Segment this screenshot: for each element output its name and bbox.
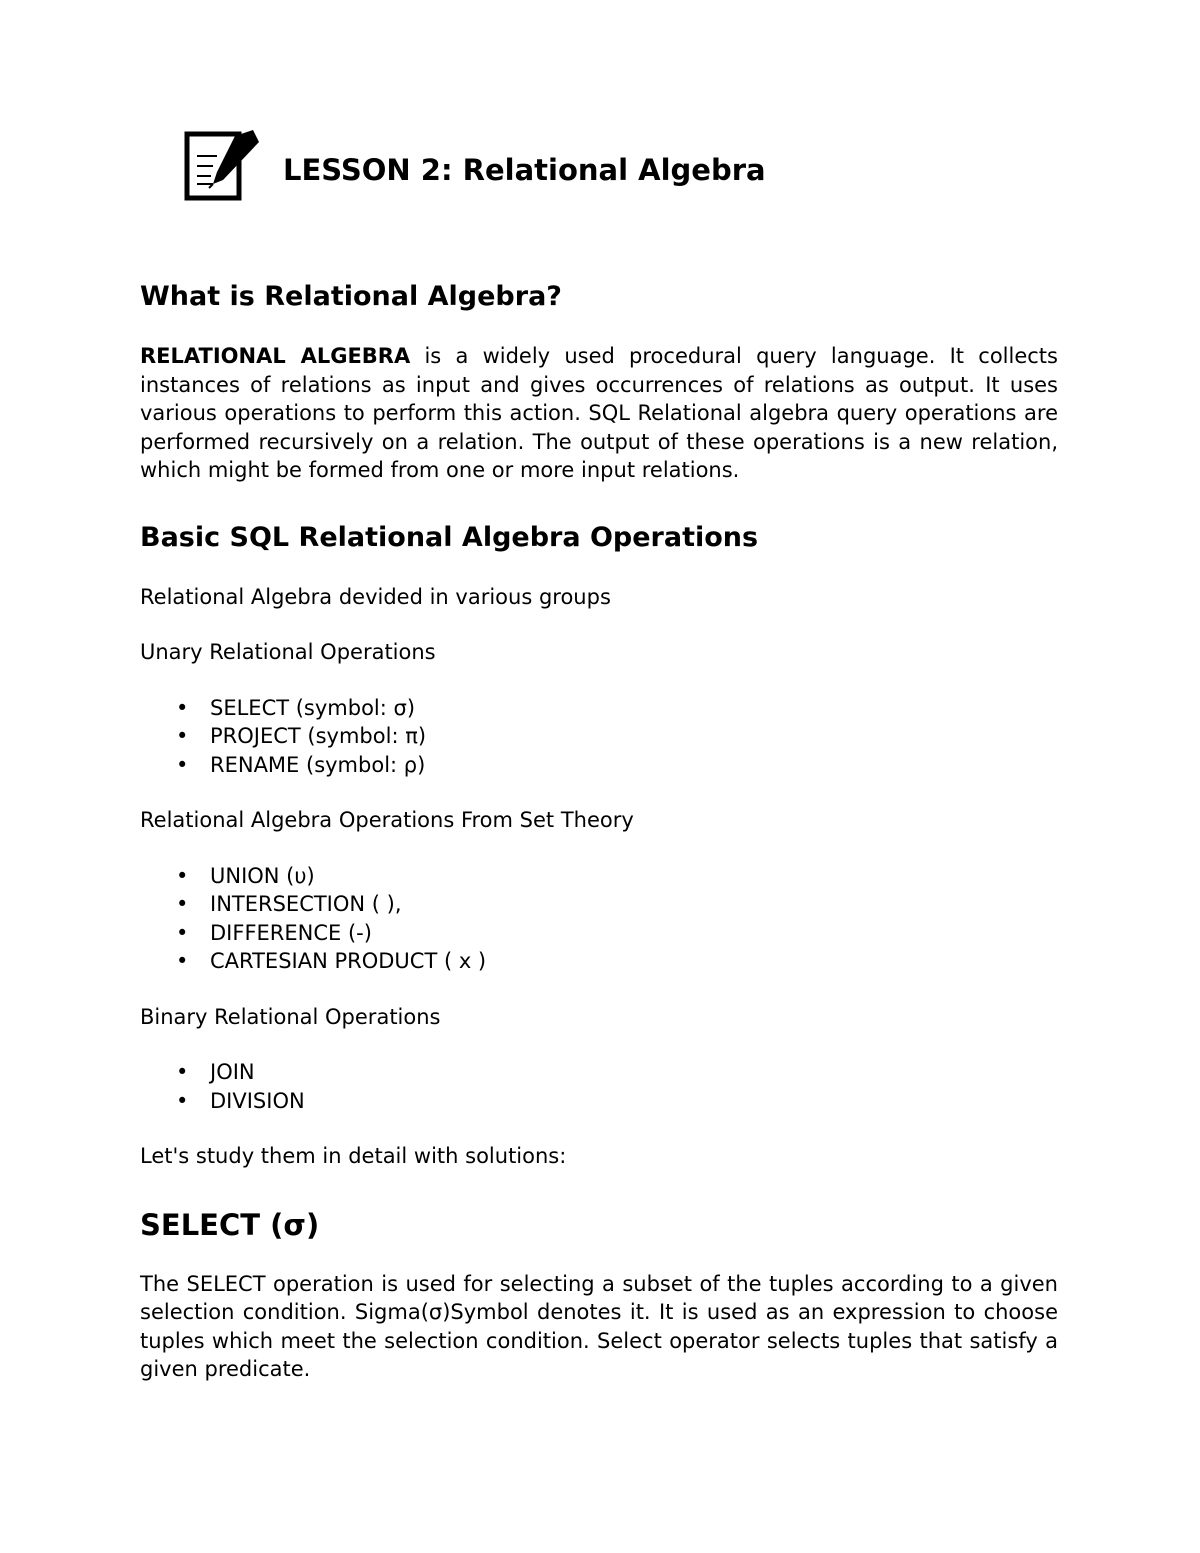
intro-heading: What is Relational Algebra? [140,281,562,312]
bullet: • [176,752,189,777]
unary-label: Unary Relational Operations [140,640,436,664]
basic-heading: Basic SQL Relational Algebra Operations [140,521,759,553]
closing-line: Let's study them in detail with solutions: [140,1144,567,1168]
intro-body: is a widely used procedural query language. It collects instances of relations as input and gives occurrences of relations as output. It uses various operations to perform this action. SQL Relational algebra query operations are performed recursively on a relation. The output of these operations is a new relation, which might be formed from one or more input relations. [140,344,1058,482]
list-item: • JOIN [140,1058,1058,1087]
set-theory-label: Relational Algebra Operations From Set Theory [140,808,634,832]
select-paragraph: The SELECT operation is used for selecting a subset of the tuples according to a given selection condition. Sigma(σ)Symbol denotes it. It is used as an expression to choose tuples which meet the selection condition. Select operator selects tuples that satisfy a given predicate. [140,1271,1058,1381]
intro-paragraph [140,342,1058,485]
lesson-title: LESSON 2: Relational Algebra [283,153,766,187]
bullet: • [176,724,189,748]
bullet: • [176,949,189,973]
set-theory-list [140,862,1058,976]
bullet: • [176,920,189,945]
bullet: • [176,1060,189,1084]
list-item: • RENAME (symbol: ρ) [140,751,1058,780]
unary-list [140,694,1058,780]
list-item: • DIFFERENCE (-) [140,919,1058,948]
bullet: • [176,1088,189,1113]
bullet: • [176,863,189,888]
list-item: • INTERSECTION ( ), [140,890,1058,919]
bullet: • [176,695,189,720]
note-pencil-icon [183,128,261,202]
groups-intro: Relational Algebra devided in various groups [140,584,611,609]
binary-list [140,1058,1058,1115]
list-item: • PROJECT (symbol: π) [140,722,1058,751]
intro-term: RELATIONAL ALGEBRA [140,344,411,368]
list-item: • UNION (υ) [140,862,1058,891]
document-body [140,276,1058,1384]
select-heading: SELECT (σ) [140,1207,320,1242]
bullet: • [176,892,189,916]
list-item: • DIVISION [140,1087,1058,1116]
list-item: • CARTESIAN PRODUCT ( x ) [140,947,1058,976]
list-item: • SELECT (symbol: σ) [140,694,1058,723]
binary-label: Binary Relational Operations [140,1004,441,1029]
